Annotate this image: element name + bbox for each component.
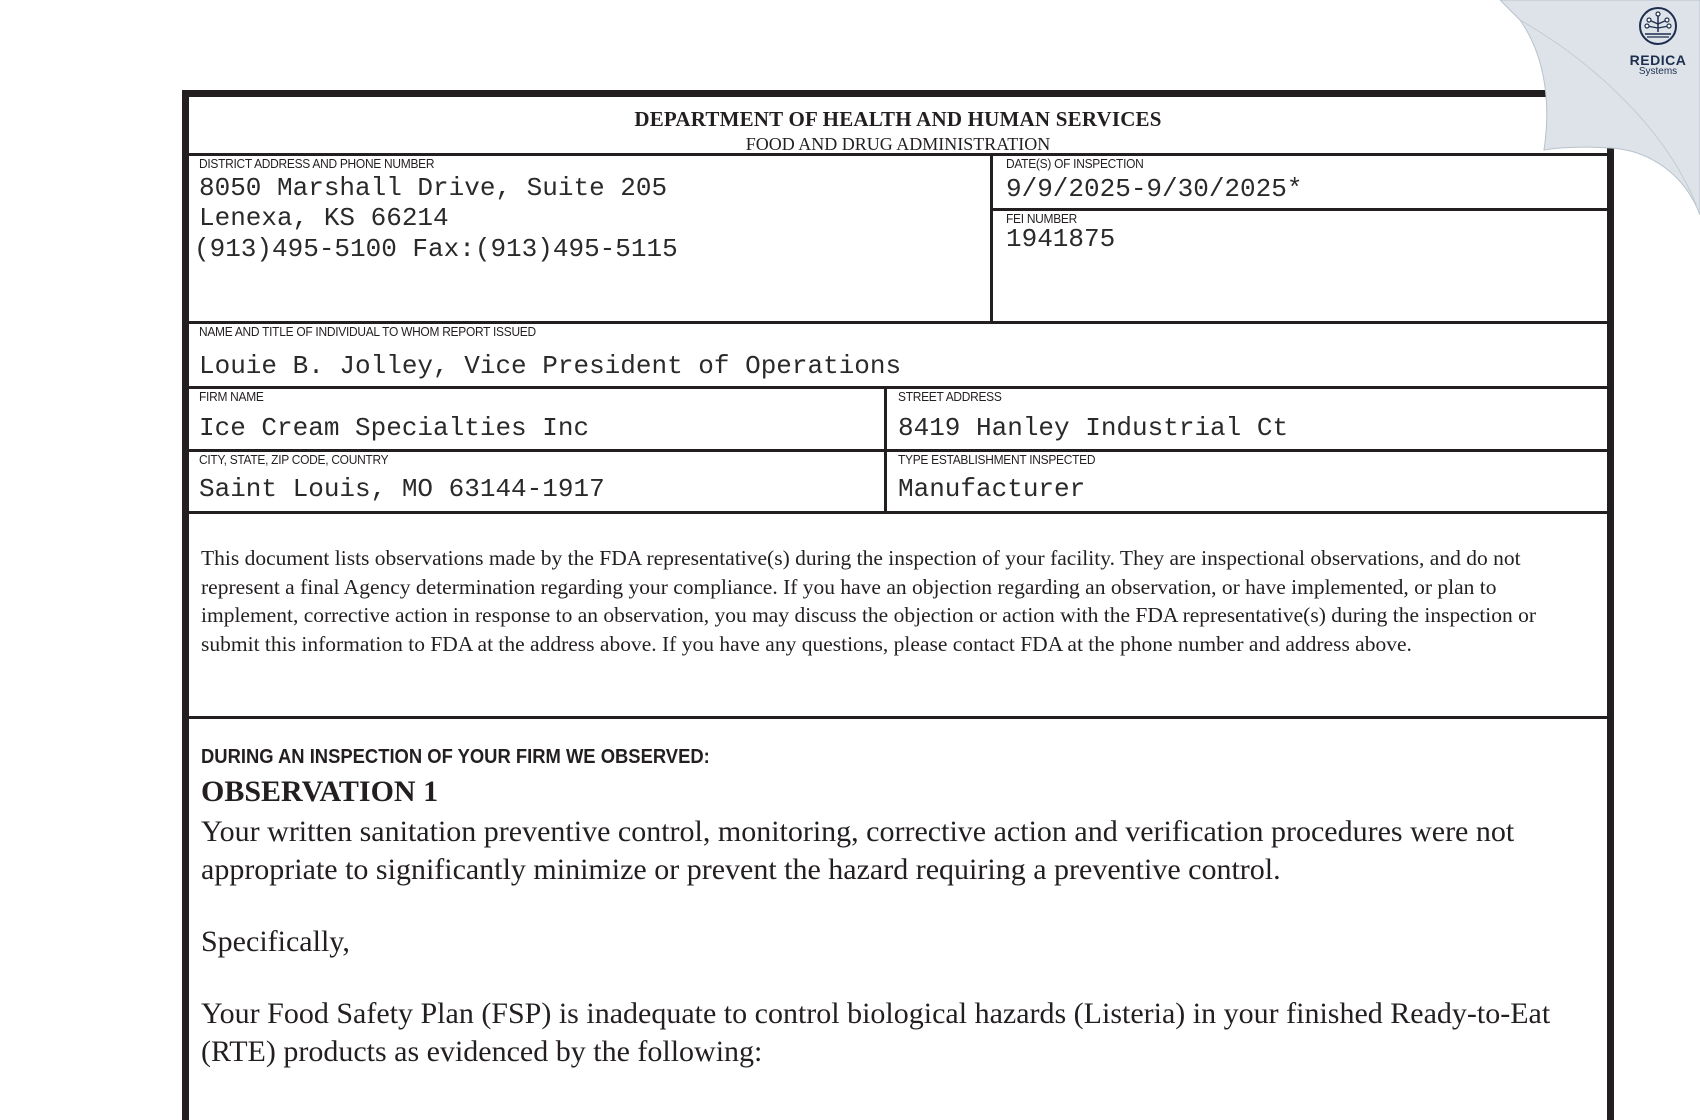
establishment-type-value: Manufacturer: [898, 474, 1086, 504]
district-phone-line: (913)495-5100 Fax:(913)495-5115: [194, 234, 678, 264]
fei-cell: [993, 211, 1607, 255]
establishment-type-label: TYPE ESTABLISHMENT INSPECTED: [898, 452, 1096, 467]
fei-label: FEI NUMBER: [1006, 211, 1077, 226]
issued-to-cell: [189, 324, 1607, 386]
fei-value: 1941875: [1006, 224, 1116, 254]
firm-name-cell: [189, 389, 887, 449]
redica-brand: REDICA: [1629, 52, 1687, 68]
inspection-dates-label: DATE(S) OF INSPECTION: [1006, 156, 1144, 171]
issued-to-row: [189, 324, 1607, 389]
district-address-line1: 8050 Marshall Drive, Suite 205: [199, 173, 668, 203]
observation-detail: Your Food Safety Plan (FSP) is inadequate to control biological hazards (Listeria) in your finished Ready-to-Eat (RTE) products as evidenced by the following:: [201, 997, 1551, 1068]
form-header: [189, 97, 1607, 156]
district-row: [189, 156, 1607, 324]
district-address-label: DISTRICT ADDRESS AND PHONE NUMBER: [199, 156, 435, 171]
firm-name-label: FIRM NAME: [199, 389, 264, 404]
city-row: [189, 452, 1607, 514]
redica-subtitle: Systems: [1638, 66, 1678, 77]
establishment-type-cell: [887, 452, 1607, 511]
city-cell: [189, 452, 887, 511]
department-title: DEPARTMENT OF HEALTH AND HUMAN SERVICES: [634, 107, 1162, 131]
firm-row: [189, 389, 1607, 452]
firm-name-value: Ice Cream Specialties Inc: [199, 413, 590, 443]
network-tree-icon: [1638, 6, 1678, 46]
city-value: Saint Louis, MO 63144-1917: [199, 474, 605, 504]
district-address-line2: Lenexa, KS 66214: [199, 203, 449, 233]
city-label: CITY, STATE, ZIP CODE, COUNTRY: [199, 452, 389, 467]
observations-section: [189, 719, 1607, 1071]
street-address-cell: [887, 389, 1607, 449]
street-address-label: STREET ADDRESS: [898, 389, 1002, 404]
agency-title: FOOD AND DRUG ADMINISTRATION: [745, 134, 1051, 154]
observations-heading: DURING AN INSPECTION OF YOUR FIRM WE OBSERVED:: [201, 746, 710, 768]
issued-to-value: Louie B. Jolley, Vice President of Operations: [199, 351, 902, 381]
observation-specifically: Specifically,: [201, 925, 350, 958]
redica-logo: [1622, 6, 1694, 77]
inspection-dates-value: 9/9/2025-9/30/2025*: [1006, 174, 1303, 204]
observation-title: OBSERVATION 1: [201, 775, 439, 808]
street-address-value: 8419 Hanley Industrial Ct: [898, 413, 1289, 443]
district-address-cell: [189, 156, 993, 321]
notice-paragraph: This document lists observations made by the FDA representative(s) during the inspection of your facility. They are inspectional observations, and do not represent a final Agency determination regarding your compliance. If you have an objection regarding an observation, or have implemented, or plan to implement, corrective action in response to an observation, you may discuss the objection or action with the FDA representative(s) during the inspection or submit this information to FDA at the address above. If you have any questions, please contact FDA at the phone number and address above.: [189, 514, 1607, 719]
fda-483-form: [182, 90, 1614, 1120]
issued-to-label: NAME AND TITLE OF INDIVIDUAL TO WHOM REPORT ISSUED: [199, 324, 536, 339]
observation-summary: Your written sanitation preventive control, monitoring, corrective action and verification procedures were not appropriate to significantly minimize or prevent the hazard requiring a preventive control.: [201, 815, 1515, 886]
